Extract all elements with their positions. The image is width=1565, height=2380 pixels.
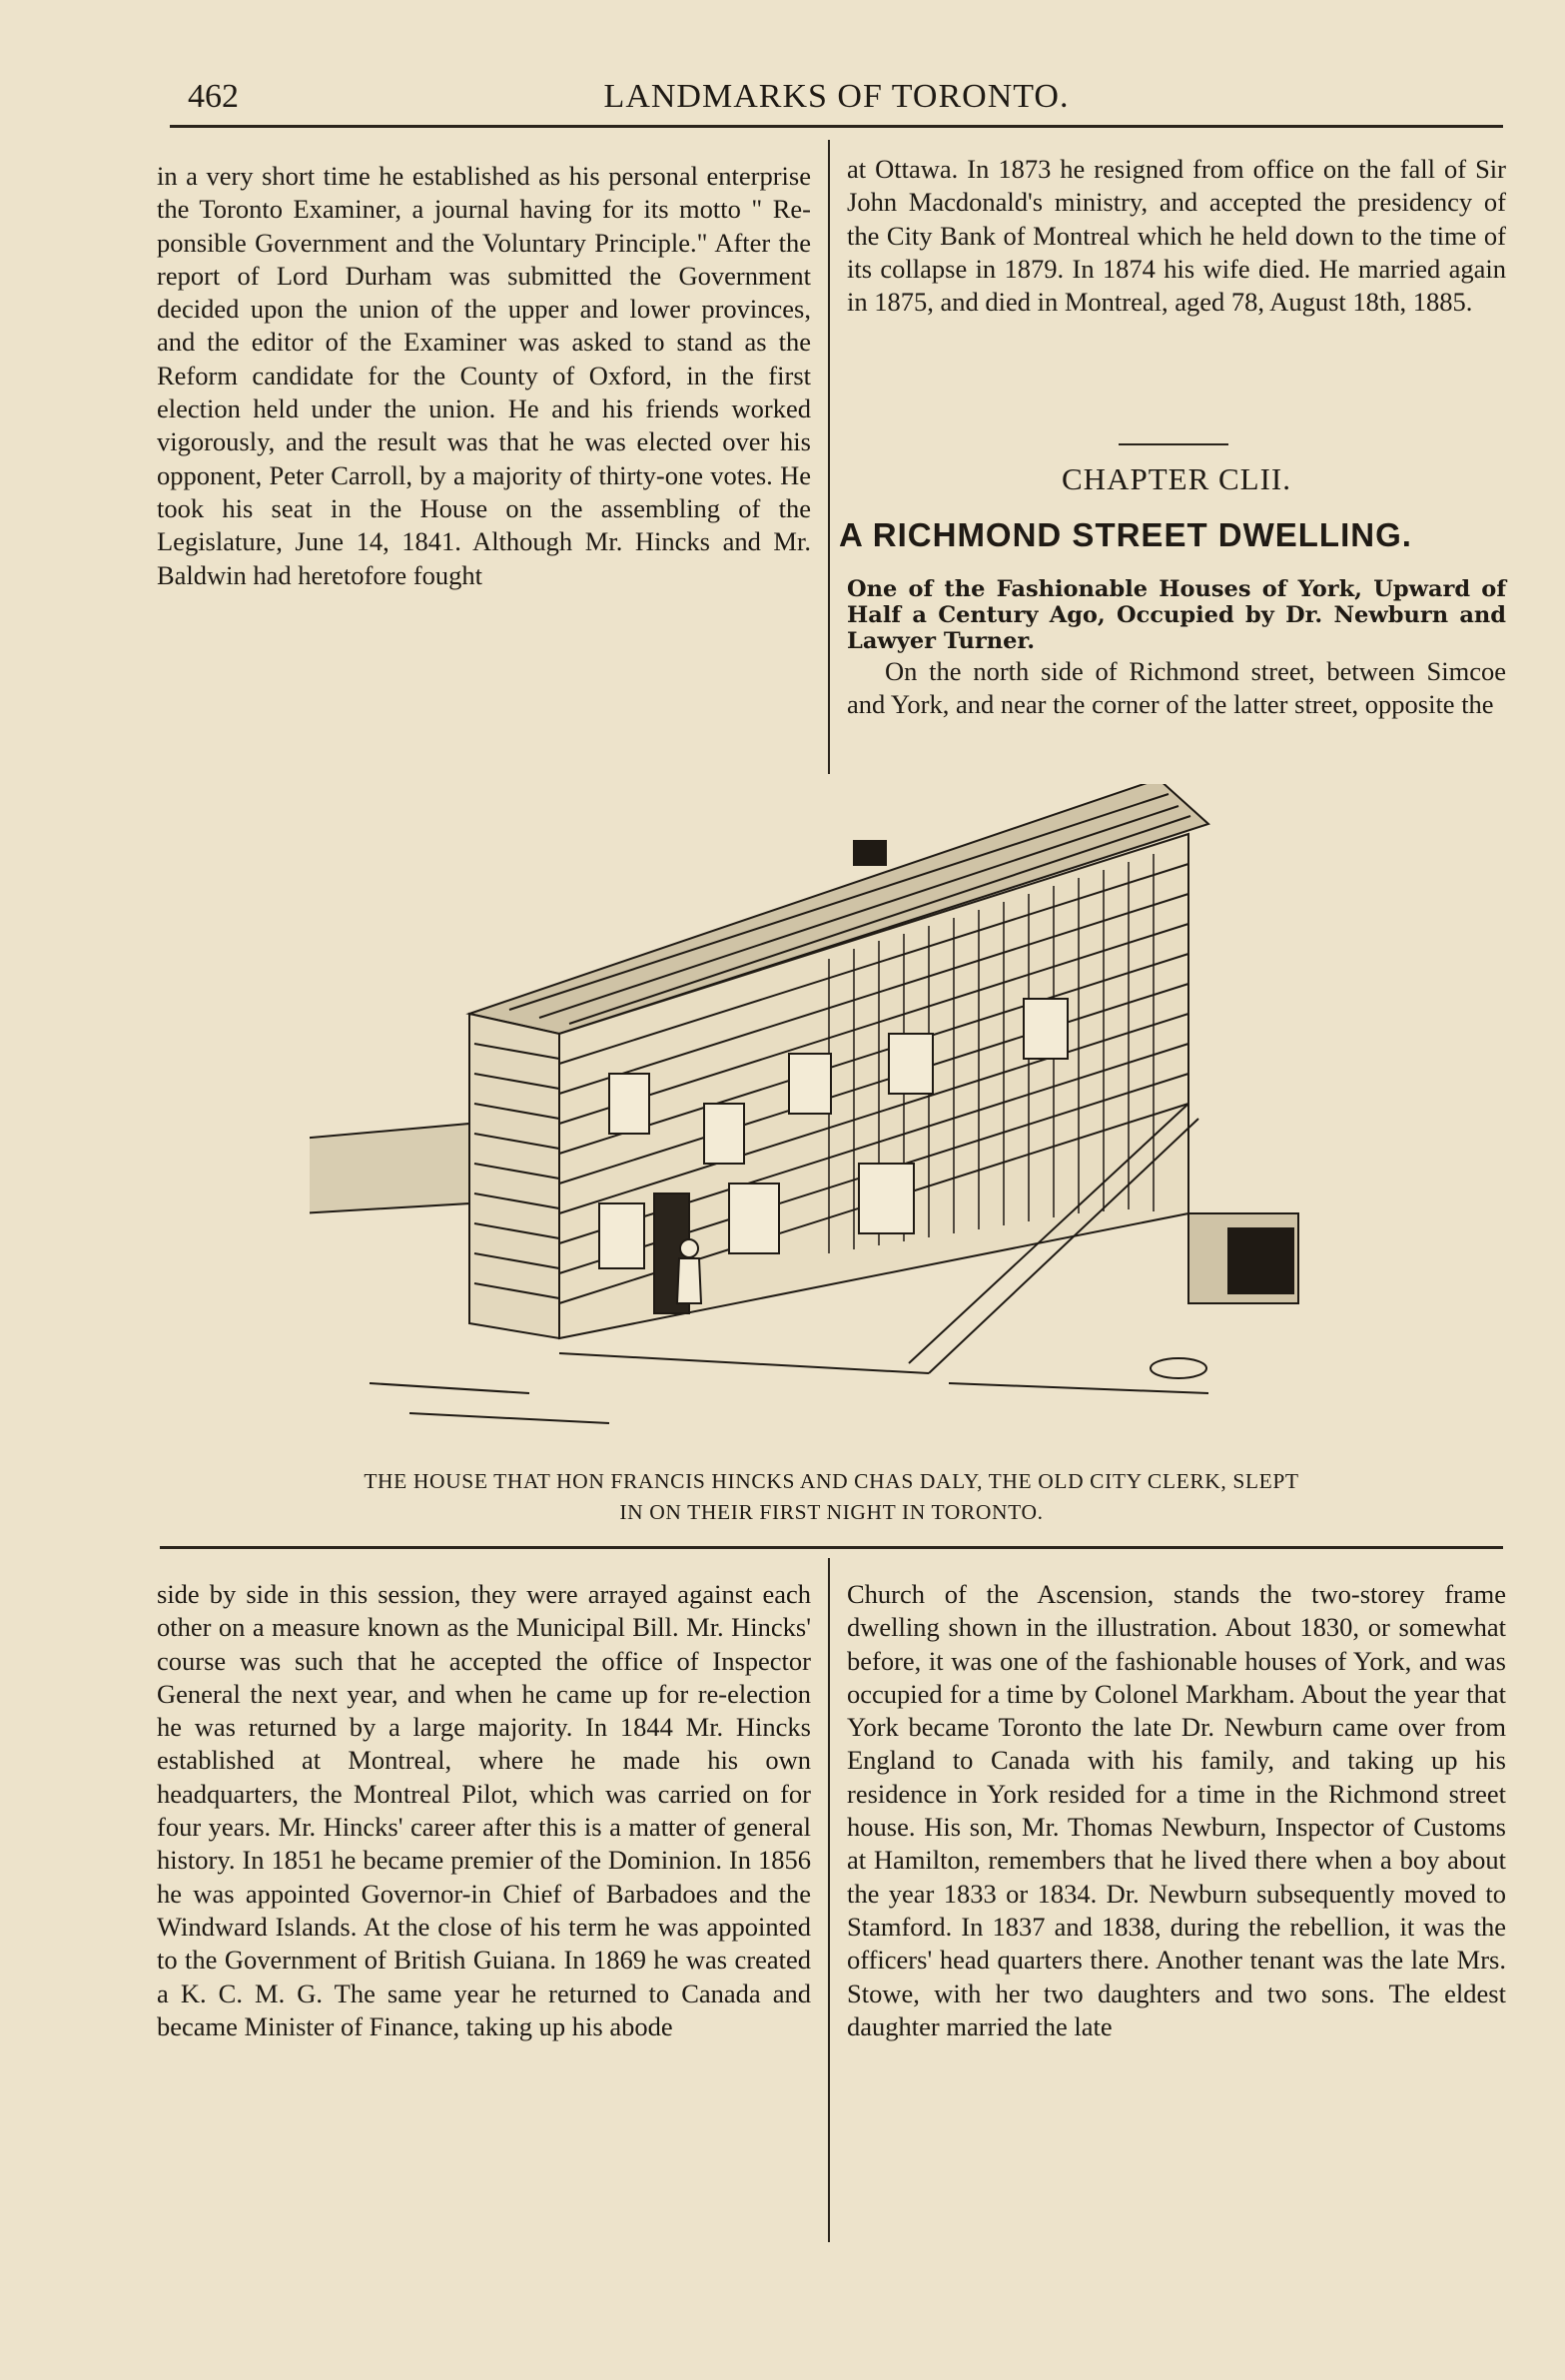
right-column-bottom — [847, 1578, 1506, 2043]
running-title: LANDMARKS OF TORONTO. — [603, 78, 1070, 115]
chapter-subheading: One of the Fashionable Houses of York, Upward of Half a Century Ago, Occupied by Dr. Newburn and Lawyer Turner. — [847, 576, 1506, 654]
left-column-top — [157, 160, 811, 592]
paragraph-richmond-house-history: Church of the Ascension, stands the two-storey frame dwelling shown in the illustration. About 1830, or somewhat before, it was one of the fashionable houses of York, and was occupied for a time by Colonel Markham. About the year that York became Toronto the late Dr. Newburn came over from England to Canada with his family, and taking up his residence in York resided for a time in the Richmond street house. His son, Mr. Thomas Newburn, Inspector of Customs at Hamilton, remembers that he lived there when a boy about the year 1833 or 1834. Dr. Newburn subsequently moved to Stamford. In 1837 and 1838, during the rebellion, it was the officers' head quarters there. Another tenant was the late Mrs. Stowe, with her two daughters and two sons. The eldest daughter married the late — [847, 1579, 1506, 2041]
caption-line-2: IN ON THEIR FIRST NIGHT IN TORONTO. — [619, 1500, 1044, 1524]
column-divider-bottom — [828, 1558, 830, 2242]
column-divider-top — [828, 140, 830, 774]
caption-line-1: THE HOUSE THAT HON FRANCIS HINCKS AND CHAS DALY, THE OLD CITY CLERK, SLEPT — [364, 1469, 1299, 1493]
page-number: 462 — [188, 78, 239, 115]
left-column-bottom — [157, 1578, 811, 2043]
right-column-top — [847, 153, 1506, 319]
illustration-caption — [160, 1466, 1503, 1528]
paragraph-richmond-opening: On the north side of Richmond street, between Simcoe and York, and near the corner of the latter street, opposite the — [847, 656, 1506, 720]
page-header — [170, 78, 1503, 128]
house-drawing — [310, 784, 1298, 1423]
chapter-rule — [1119, 443, 1228, 445]
house-illustration — [310, 784, 1308, 1443]
paragraph-hincks-later-life: at Ottawa. In 1873 he resigned from office on the fall of Sir John Macdonald's ministry, and accepted the presidency of the City Bank of Montreal which he held down to the time of its collapse in 1879. In 1874 his wife died. He married again in 1875, and died in Montreal, aged 78, August 18th, 1885. — [847, 154, 1506, 318]
paragraph-hincks-municipal-bill: side by side in this session, they were arrayed against each other on a measure known as the Municipal Bill. Mr. Hincks' course was such that he accepted the office of Inspector General the next year, and when he came up for re-election he was returned by a large majority. In 1844 Mr. Hincks established at Montreal, where he made his own headquarters, the Montreal Pilot, which was carried on for four years. Mr. Hincks' career after this is a matter of general history. In 1851 he became premier of the Dominion. In 1856 he was appointed Governor-in Chief of Barbadoes and the Windward Islands. At the close of his term he was appointed to the Government of British Guiana. In 1869 he was created a K. C. M. G. The same year he returned to Canada and became Minister of Finance, taking up his abode — [157, 1579, 811, 2041]
paragraph-hincks-career: in a very short time he established as his personal enterprise the Toronto Examiner, a journal having for its motto " Re-ponsible Government and the Voluntary Principle." After the report of Lord Durham was submitted the Government decided upon the union of the upper and lower provinces, and the editor of the Examiner was asked to stand as the Reform candidate for the County of Oxford, in the first election held under the union. He and his friends worked vigorously, and the result was that he was elected over his opponent, Peter Carroll, by a majority of thirty-one votes. He took his seat in the House on the assembling of the Legislature, June 14, 1841. Although Mr. Hincks and Mr. Baldwin had heretofore fought — [157, 161, 811, 590]
chapter-opening — [847, 655, 1506, 722]
caption-rule — [160, 1546, 1503, 1549]
header-rule — [170, 125, 1503, 128]
chapter-title: A RICHMOND STREET DWELLING. — [839, 516, 1412, 553]
chapter-number: CHAPTER CLII. — [1062, 461, 1291, 496]
